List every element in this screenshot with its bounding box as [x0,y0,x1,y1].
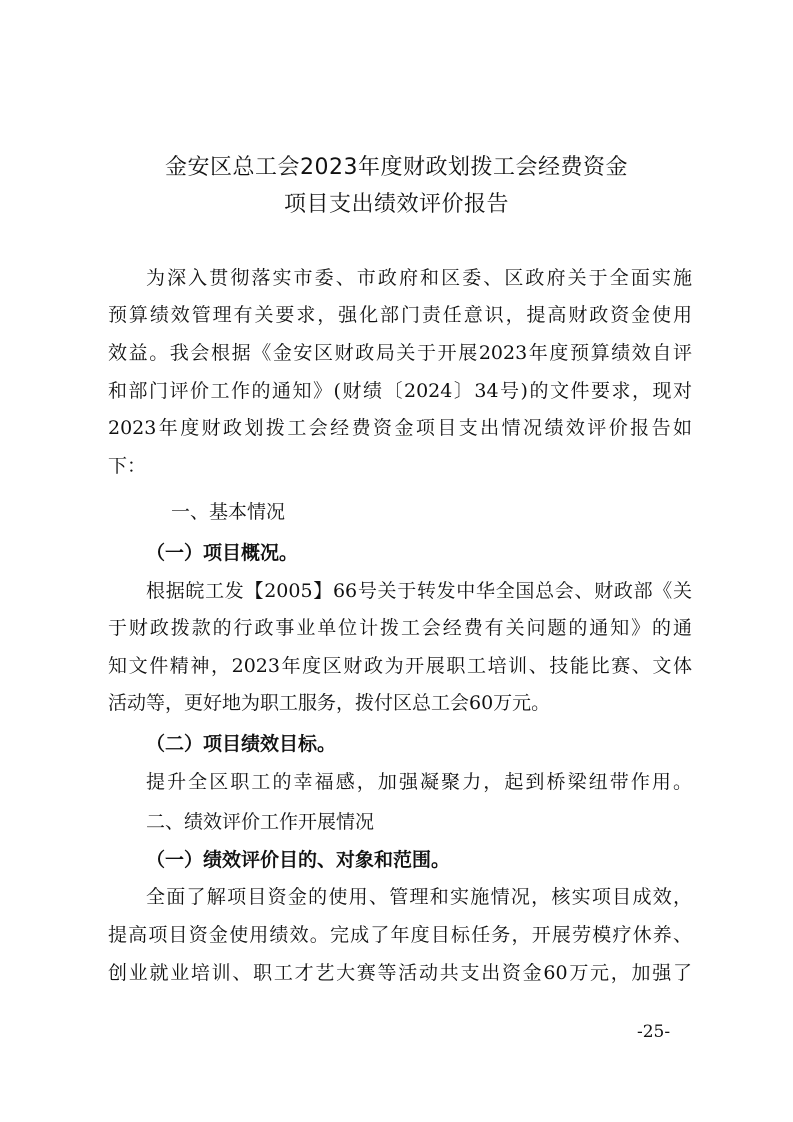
intro-line-2: 预算绩效管理有关要求，强化部门责任意识，提高财政资金使用 [108,304,692,326]
subsection-1-heading: （一）项目概况。 [146,542,299,564]
intro-line-5: 2023年度财政划拨工会经费资金项目支出情况绩效评价报告如 [108,417,692,439]
intro-line-4: 和部门评价工作的通知》(财绩〔2024〕34号)的文件要求，现对 [108,380,692,402]
intro-line-1: 为深入贯彻落实市委、市政府和区委、区政府关于全面实施 [146,267,692,289]
intro-line-6: 下： [108,455,147,477]
section-2-heading: 二、绩效评价工作开展情况 [146,811,375,833]
subsection-1-line-1: 根据皖工发【2005】66号关于转发中华全国总会、财政部《关 [146,580,692,602]
subsection-1-line-3: 知文件精神，2023年度区财政为开展职工培训、技能比赛、文体 [108,655,692,677]
subsection-3-line-3: 创业就业培训、职工才艺大赛等活动共支出资金60万元，加强了 [108,962,692,984]
document-title-line-1: 金安区总工会2023年度财政划拨工会经费资金 [165,155,628,180]
subsection-1-line-2: 于财政拨款的行政事业单位计拨工会经费有关问题的通知》的通 [108,617,692,639]
subsection-2-heading: （二）项目绩效目标。 [146,733,337,755]
intro-line-3: 效益。我会根据《金安区财政局关于开展2023年度预算绩效自评 [108,342,692,364]
section-1-heading: 一、基本情况 [171,501,286,523]
subsection-3-line-1: 全面了解项目资金的使用、管理和实施情况，核实项目成效， [146,886,692,908]
subsection-2-line-1: 提升全区职工的幸福感，加强凝聚力，起到桥梁纽带作用。 [146,771,692,793]
subsection-3-heading: （一）绩效评价目的、对象和范围。 [146,849,451,871]
subsection-3-line-2: 提高项目资金使用绩效。完成了年度目标任务，开展劳模疗休养、 [108,924,692,946]
document-title-line-2: 项目支出绩效评价报告 [283,192,509,217]
subsection-1-line-4: 活动等，更好地为职工服务，拨付区总工会60万元。 [108,692,551,714]
page-number: -25- [637,1022,671,1042]
